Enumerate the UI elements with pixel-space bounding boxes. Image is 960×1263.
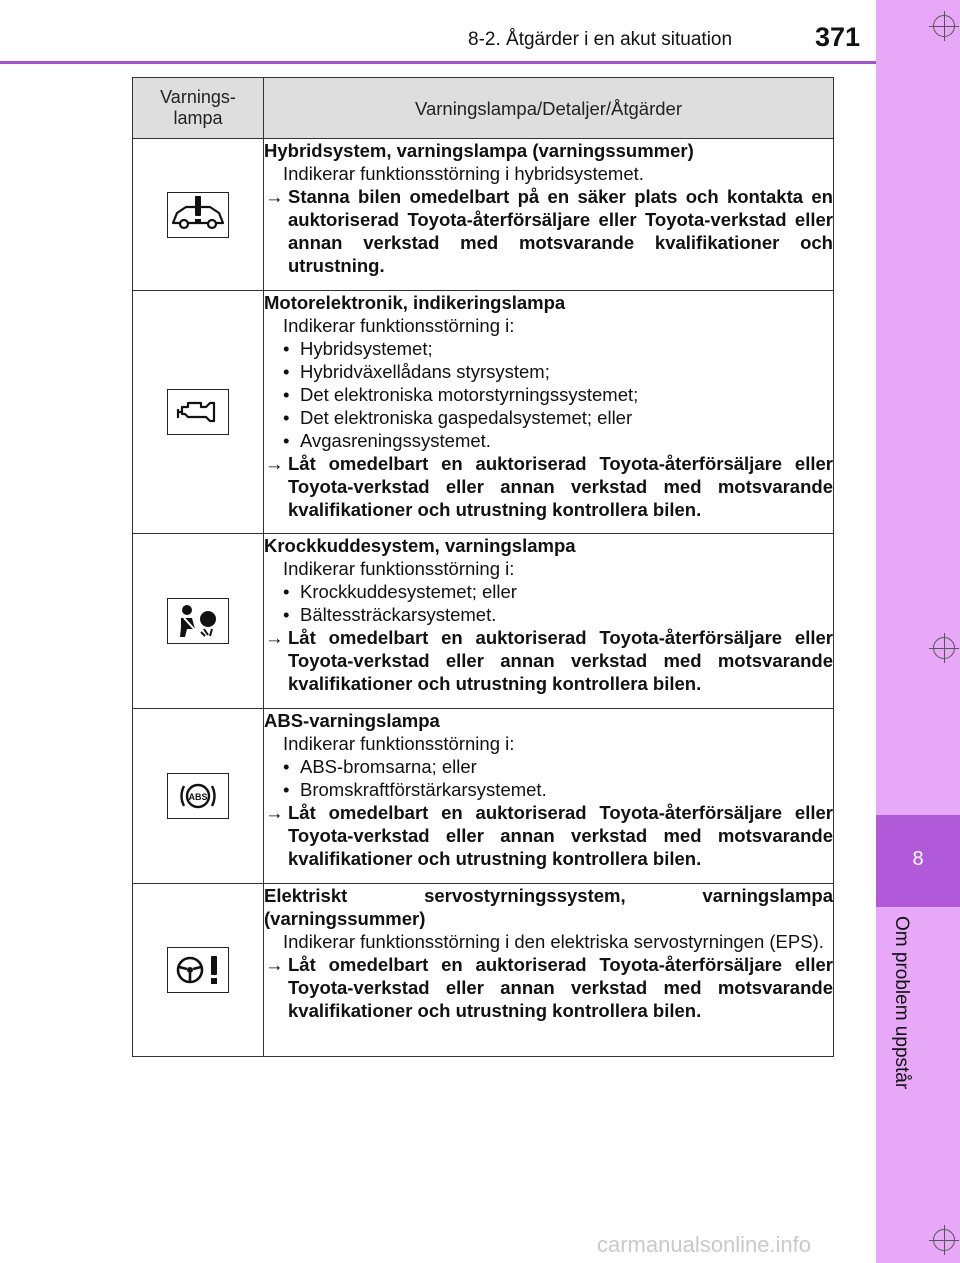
list-item: • Bromskraftförstärkarsystemet. (264, 778, 833, 801)
table-row (133, 534, 834, 709)
column-header-lamp-text: Varnings- lampa (160, 87, 236, 128)
chapter-title: Om problem uppstår (891, 916, 912, 1090)
row-title: Hybridsystem, varningslampa (varningssummer) (264, 140, 694, 161)
table-header-row (133, 78, 834, 139)
column-header-details: Varningslampa/Detaljer/Åtgärder (264, 78, 834, 139)
row-description (264, 534, 834, 709)
icon-cell (133, 534, 264, 709)
list-item: • Krockkuddesystemet; eller (264, 580, 833, 603)
list-item: • ABS-bromsarna; eller (264, 755, 833, 778)
list-item: • Det elektroniska motorstyrningssystemet; (264, 383, 833, 406)
list-item: • Hybridsystemet; (264, 337, 833, 360)
table-row (133, 291, 834, 534)
table-row (133, 139, 834, 291)
row-description (264, 884, 834, 1057)
chapter-number: 8 (912, 848, 924, 870)
row-action: → Låt omedelbart en auktoriserad Toyota-återförsäljare eller Toyota-verkstad eller annan verkstad med motsvarande kvalifikationer och utrustning kontrollera bilen. (264, 626, 833, 695)
row-action: → Låt omedelbart en auktoriserad Toyota-återförsäljare eller Toyota-verkstad eller annan verkstad med motsvarande kvalifikationer och utrustning kontrollera bilen. (264, 452, 833, 521)
row-title: ABS-varningslampa (264, 710, 440, 731)
watermark: carmanualsonline.info (597, 1232, 812, 1257)
header-rule (0, 61, 876, 64)
icon-cell (133, 884, 264, 1057)
row-intro: Indikerar funktionsstörning i: (283, 558, 515, 579)
airbag-warning-icon (167, 598, 229, 644)
icon-cell (133, 709, 264, 884)
icon-cell (133, 291, 264, 534)
row-description (264, 139, 834, 291)
row-title: Krockkuddesystem, varningslampa (264, 535, 576, 556)
hybrid-system-warning-icon (167, 192, 229, 238)
warning-lights-table (132, 77, 834, 1057)
page-number: 371 (815, 22, 861, 52)
column-header-lamp (133, 78, 264, 139)
row-description (264, 709, 834, 884)
row-intro: Indikerar funktionsstörning i den elektriska servostyrningen (EPS). (283, 931, 824, 952)
row-intro: Indikerar funktionsstörning i: (283, 315, 515, 336)
abs-warning-icon (167, 773, 229, 819)
row-intro: Indikerar funktionsstörning i: (283, 733, 515, 754)
row-action: → Stanna bilen omedelbart på en säker plats och kontakta en auktoriserad Toyota-återförsäljare eller Toyota-verkstad eller annan verkstad med motsvarande kvalifikationer och utrustning. (264, 185, 833, 277)
check-engine-icon (167, 389, 229, 435)
list-item: • Bältessträckarsystemet. (264, 603, 833, 626)
abs-icon-label: ABS (188, 792, 208, 802)
row-action: → Låt omedelbart en auktoriserad Toyota-återförsäljare eller Toyota-verkstad eller annan verkstad med motsvarande kvalifikationer och utrustning kontrollera bilen. (264, 953, 833, 1022)
row-intro: Indikerar funktionsstörning i hybridsystemet. (283, 163, 644, 184)
table-row (133, 884, 834, 1057)
row-action: → Låt omedelbart en auktoriserad Toyota-återförsäljare eller Toyota-verkstad eller annan verkstad med motsvarande kvalifikationer och utrustning kontrollera bilen. (264, 801, 833, 870)
row-title: Elektriskt servostyrningssystem, varningslampa (varningssummer) (264, 885, 833, 929)
list-item: • Det elektroniska gaspedalsystemet; eller (264, 406, 833, 429)
table-row (133, 709, 834, 884)
icon-cell (133, 139, 264, 291)
power-steering-warning-icon (167, 947, 229, 993)
list-item: • Avgasreningssystemet. (264, 429, 833, 452)
row-description (264, 291, 834, 534)
list-item: • Hybridväxellådans styrsystem; (264, 360, 833, 383)
row-title: Motorelektronik, indikeringslampa (264, 292, 566, 313)
section-title: 8-2. Åtgärder i en akut situation (468, 29, 733, 50)
